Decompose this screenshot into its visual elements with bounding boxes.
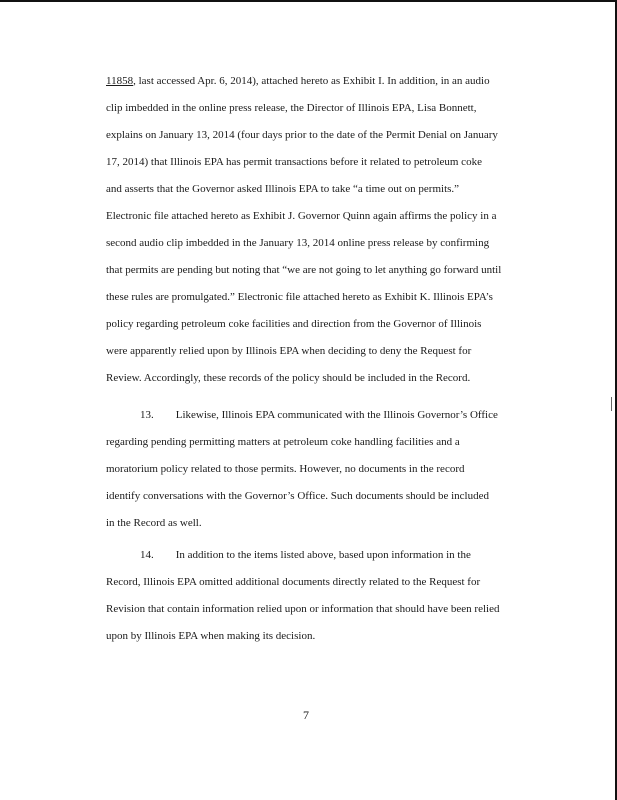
scan-edge-mark	[611, 397, 612, 411]
text-line: Record, Illinois EPA omitted additional documents directly related to the Request for	[106, 576, 481, 588]
text-line: regarding pending permitting matters at petroleum coke handling facilities and a	[106, 436, 460, 448]
text-line: clip imbedded in the online press release, the Director of Illinois EPA, Lisa Bonnett,	[106, 102, 477, 114]
text-line: moratorium policy related to those permits. However, no documents in the record	[106, 463, 465, 475]
text-line: identify conversations with the Governor’s Office. Such documents should be included	[106, 490, 489, 502]
paragraph-13-start: 13. Likewise, Illinois EPA communicated with the Illinois Governor’s Office	[140, 409, 498, 421]
text-line-1-rest: , last accessed Apr. 6, 2014), attached hereto as Exhibit I. In addition, in an audio	[133, 75, 490, 87]
page-number: 7	[303, 708, 309, 722]
text-line: that permits are pending but noting that “we are not going to let anything go forward until	[106, 264, 502, 276]
reference-link[interactable]: 11858	[106, 75, 134, 87]
text-line: were apparently relied upon by Illinois EPA when deciding to deny the Request for	[106, 345, 472, 357]
text-line: in the Record as well.	[106, 517, 202, 529]
text-line: 17, 2014) that Illinois EPA has permit transactions before it related to petroleum coke	[106, 156, 482, 168]
text-line: Electronic file attached hereto as Exhibit J. Governor Quinn again affirms the policy in a	[106, 210, 497, 222]
text-line: second audio clip imbedded in the January 13, 2014 online press release by confirming	[106, 237, 490, 249]
text-line: explains on January 13, 2014 (four days prior to the date of the Permit Denial on January	[106, 129, 498, 141]
text-line: these rules are promulgated.” Electronic file attached hereto as Exhibit K. Illinois EPA’s	[106, 291, 493, 303]
text-line: Review. Accordingly, these records of the policy should be included in the Record.	[106, 372, 471, 384]
text-line-1	[106, 74, 490, 88]
text-line: policy regarding petroleum coke facilities and direction from the Governor of Illinois	[106, 318, 482, 330]
text-line: upon by Illinois EPA when making its decision.	[106, 630, 316, 642]
text-line: and asserts that the Governor asked Illinois EPA to take “a time out on permits.”	[106, 183, 460, 195]
text-line: Revision that contain information relied upon or information that should have been relied	[106, 603, 500, 615]
paragraph-14-start: 14. In addition to the items listed above, based upon information in the	[140, 549, 471, 561]
